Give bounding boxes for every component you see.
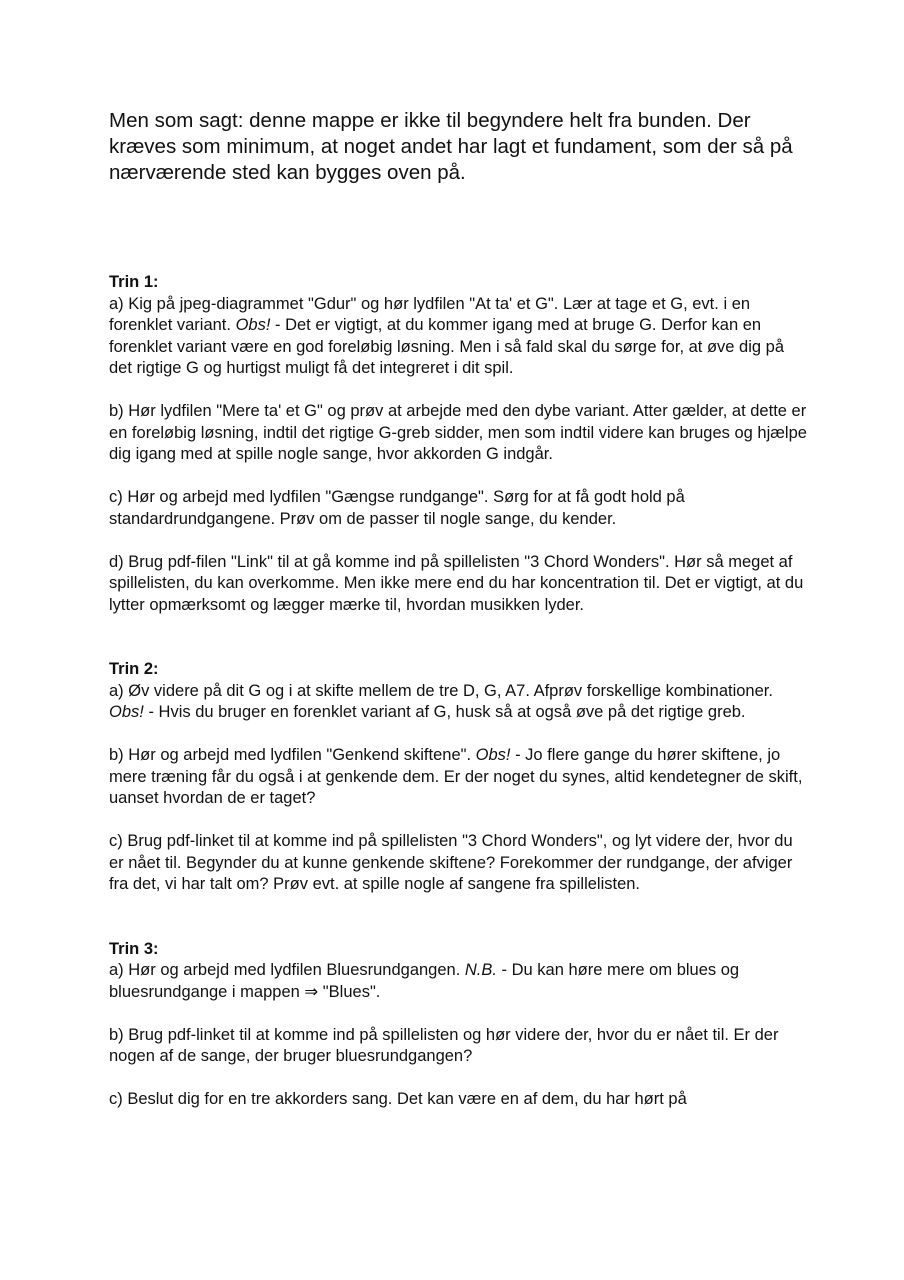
intro-paragraph: Men som sagt: denne mappe er ikke til begyndere helt fra bunden. Der kræves som minimum, at noget andet har lagt et fundament, som der så på nærværende sted kan bygges oven på. xyxy=(109,109,793,184)
step-1-item-d: d) Brug pdf-filen "Link" til at gå komme ind på spillelisten "3 Chord Wonders". Hør så meget af spillelisten, du kan overkomme. Men ikke mere end du har koncentration til. Det er vigtigt, at du lytter opmærksomt og lægger mærke til, hvordan musikken lyder. xyxy=(109,552,804,614)
step-1 xyxy=(109,272,809,616)
step-1-item-a: a) Kig på jpeg-diagrammet "Gdur" og hør lydfilen "At ta' et G". Lær at tage et G, evt. i en forenklet variant. Obs! - Det er vigtigt, at du kommer igang med at bruge G. Derfor kan en forenklet variant være en god foreløbig løsning. Men i så fald skal du sørge for, at øve dig på det rigtige G og hurtigst muligt få det integreret i dit spil. xyxy=(109,294,785,377)
step-1-item-c: c) Hør og arbejd med lydfilen "Gængse rundgange". Sørg for at få godt hold på standardrundgangene. Prøv om de passer til nogle sange, du kender. xyxy=(109,488,685,528)
step-2-item-a: a) Øv videre på dit G og i at skifte mellem de tre D, G, A7. Afprøv forskellige kombinationer. Obs! - Hvis du bruger en forenklet variant af G, husk så at også øve på det rigtige greb. xyxy=(109,681,773,721)
step-title: Trin 3: xyxy=(109,939,159,958)
step-2 xyxy=(109,659,809,896)
spacer xyxy=(109,186,809,272)
step-2-item-b: b) Hør og arbejd med lydfilen "Genkend skiftene". Obs! - Jo flere gange du hører skiftene, jo mere træning får du også i at genkende dem. Er der noget du synes, altid kendetegner de skift, uanset hvordan de er taget? xyxy=(109,746,803,807)
spacer xyxy=(109,616,809,659)
step-1-item-b: b) Hør lydfilen "Mere ta' et G" og prøv at arbejde med den dybe variant. Atter gælder, at dette er en foreløbig løsning, indtil det rigtige G-greb sidder, men som indtil videre kan bruges og hjælpe dig igang med at spille nogle sange, hvor akkorden G indgår. xyxy=(109,402,807,463)
step-3-item-c: c) Beslut dig for en tre akkorders sang. Det kan være en af dem, du har hørt på xyxy=(109,1090,687,1108)
document-page xyxy=(109,108,809,1111)
step-title: Trin 2: xyxy=(109,660,159,678)
step-3-item-a: a) Hør og arbejd med lydfilen Bluesrundgangen. N.B. - Du kan høre mere om blues og bluesrundgange i mappen ⇒ "Blues". xyxy=(109,961,740,1001)
spacer xyxy=(109,896,809,939)
step-2-item-c: c) Brug pdf-linket til at komme ind på spillelisten "3 Chord Wonders", og lyt videre der, hvor du er nået til. Begynder du at kunne genkende skiftene? Forekommer der rundgange, der afviger fra det, vi har talt om? Prøv evt. at spille nogle af sangene fra spillelisten. xyxy=(109,832,793,893)
step-3 xyxy=(109,939,809,1111)
step-title: Trin 1: xyxy=(109,273,159,291)
step-3-item-b: b) Brug pdf-linket til at komme ind på spillelisten og hør videre der, hvor du er nået til. Er der nogen af de sange, der bruger bluesrundgangen? xyxy=(109,1025,779,1065)
